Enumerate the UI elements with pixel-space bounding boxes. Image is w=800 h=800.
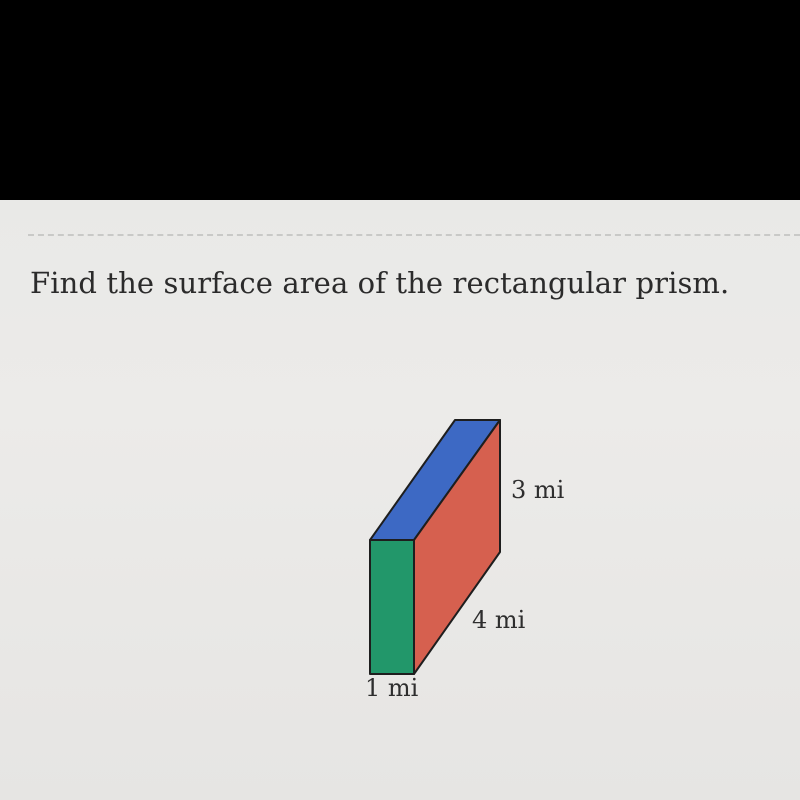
prism-front-face (370, 540, 414, 674)
height-label: 3 mi (511, 476, 565, 504)
rectangular-prism-figure (0, 200, 800, 800)
length-label: 4 mi (472, 606, 526, 634)
question-panel (0, 200, 800, 800)
width-label: 1 mi (365, 674, 419, 702)
question-text: Find the surface area of the rectangular prism. (30, 266, 730, 300)
